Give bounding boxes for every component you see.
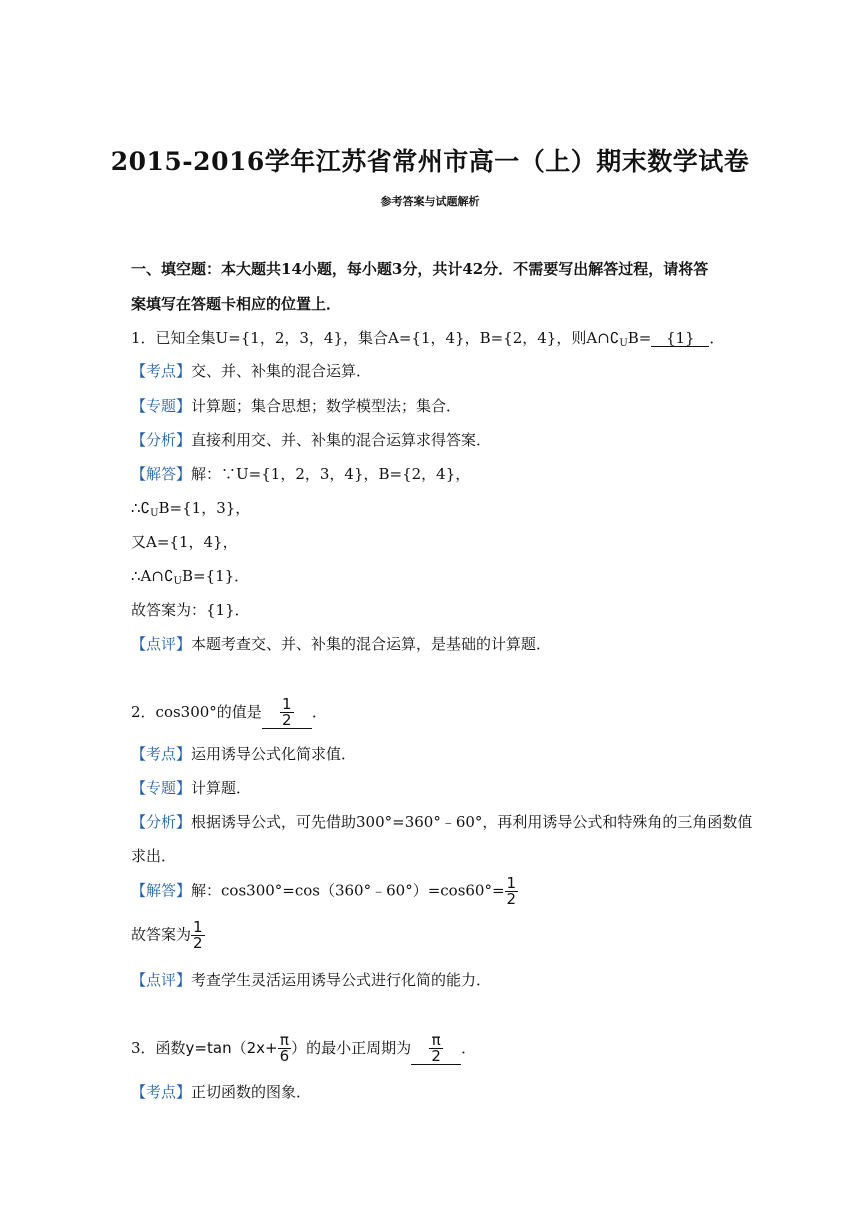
q2-zhuanti: 【专题】计算题．	[131, 779, 252, 797]
q1-step3: $\therefore A\cap∁_UB=\{1\}$．	[131, 567, 250, 587]
q1-fenxi: 【分析】直接利用交、并、补集的混合运算求得答案．	[131, 431, 492, 449]
q1-dianping: 【点评】本题考查交、并、补集的混合运算，是基础的计算题．	[131, 635, 552, 653]
page-subtitle: 参考答案与试题解析	[380, 195, 480, 208]
q3-kaodian: 【考点】正切函数的图象．	[131, 1083, 312, 1101]
q2-dianping: 【点评】考查学生灵活运用诱导公式进行化简的能力．	[131, 971, 492, 989]
section-heading-line1: 一、填空题：本大题共14小题，每小题3分，共计42分．不需要写出解答过程，请将答	[131, 260, 709, 278]
q2-kaodian: 【考点】运用诱导公式化简求值．	[131, 745, 357, 763]
q1-zhuanti: 【专题】计算题；集合思想；数学模型法；集合．	[131, 397, 462, 415]
q2-fenxi: 【分析】根据诱导公式，可先借助300°=360°﹣60°，再利用诱导公式和特殊角的三角函数值	[131, 813, 753, 831]
q2-jieda: 【解答】解：cos300°=cos（360°﹣60°）=cos60°= $\frac{1}{2}$	[131, 874, 517, 908]
q2-answer-blank: $\frac{1}{2}$	[262, 697, 312, 729]
section-heading-line2: 案填写在答题卡相应的位置上．	[131, 295, 342, 313]
q1-kaodian: 【考点】交、并、补集的混合运算．	[131, 362, 372, 380]
q1-result: 故答案为：{1}．	[131, 601, 250, 619]
q1-jieda: 【解答】解：∵U={1，2，3，4}，B={2，4}，	[131, 465, 471, 483]
q2-result-fraction: $\frac{1}{2}$	[193, 918, 203, 952]
q1-step2: 又A={1，4}，	[131, 533, 238, 551]
q3-function: y=tan（2x+ $\frac{\pi}{6}$ ）	[185, 1031, 307, 1065]
q1-stem: 1．已知全集U={1，2，3，4}，集合A={1，4}，B={2，4}，则$A\cap∁_UB= \{1\}$ ．	[131, 329, 725, 349]
q1-answer-blank: {1}	[651, 330, 709, 347]
q2-jieda-fraction: $\frac{1}{2}$	[506, 874, 517, 908]
q3-stem: 3．函数y=tan（2x+ $\frac{\pi}{6}$ ）的最小正周期为 $\frac{\pi}{2}$ ．	[131, 1031, 477, 1065]
q1-step1: $\therefore∁_UB=\{1$，3}，	[131, 499, 251, 519]
q3-answer-blank: $\frac{\pi}{2}$	[411, 1033, 461, 1065]
q2-result: 故答案为 $\frac{1}{2}$	[131, 918, 203, 952]
page-title: 2015-2016学年江苏省常州市高一（上）期末数学试卷	[110, 147, 750, 176]
q2-stem: 2．cos300°的值是 $\frac{1}{2}$ ．	[131, 695, 327, 729]
q2-fenxi-cont: 求出．	[131, 847, 177, 865]
